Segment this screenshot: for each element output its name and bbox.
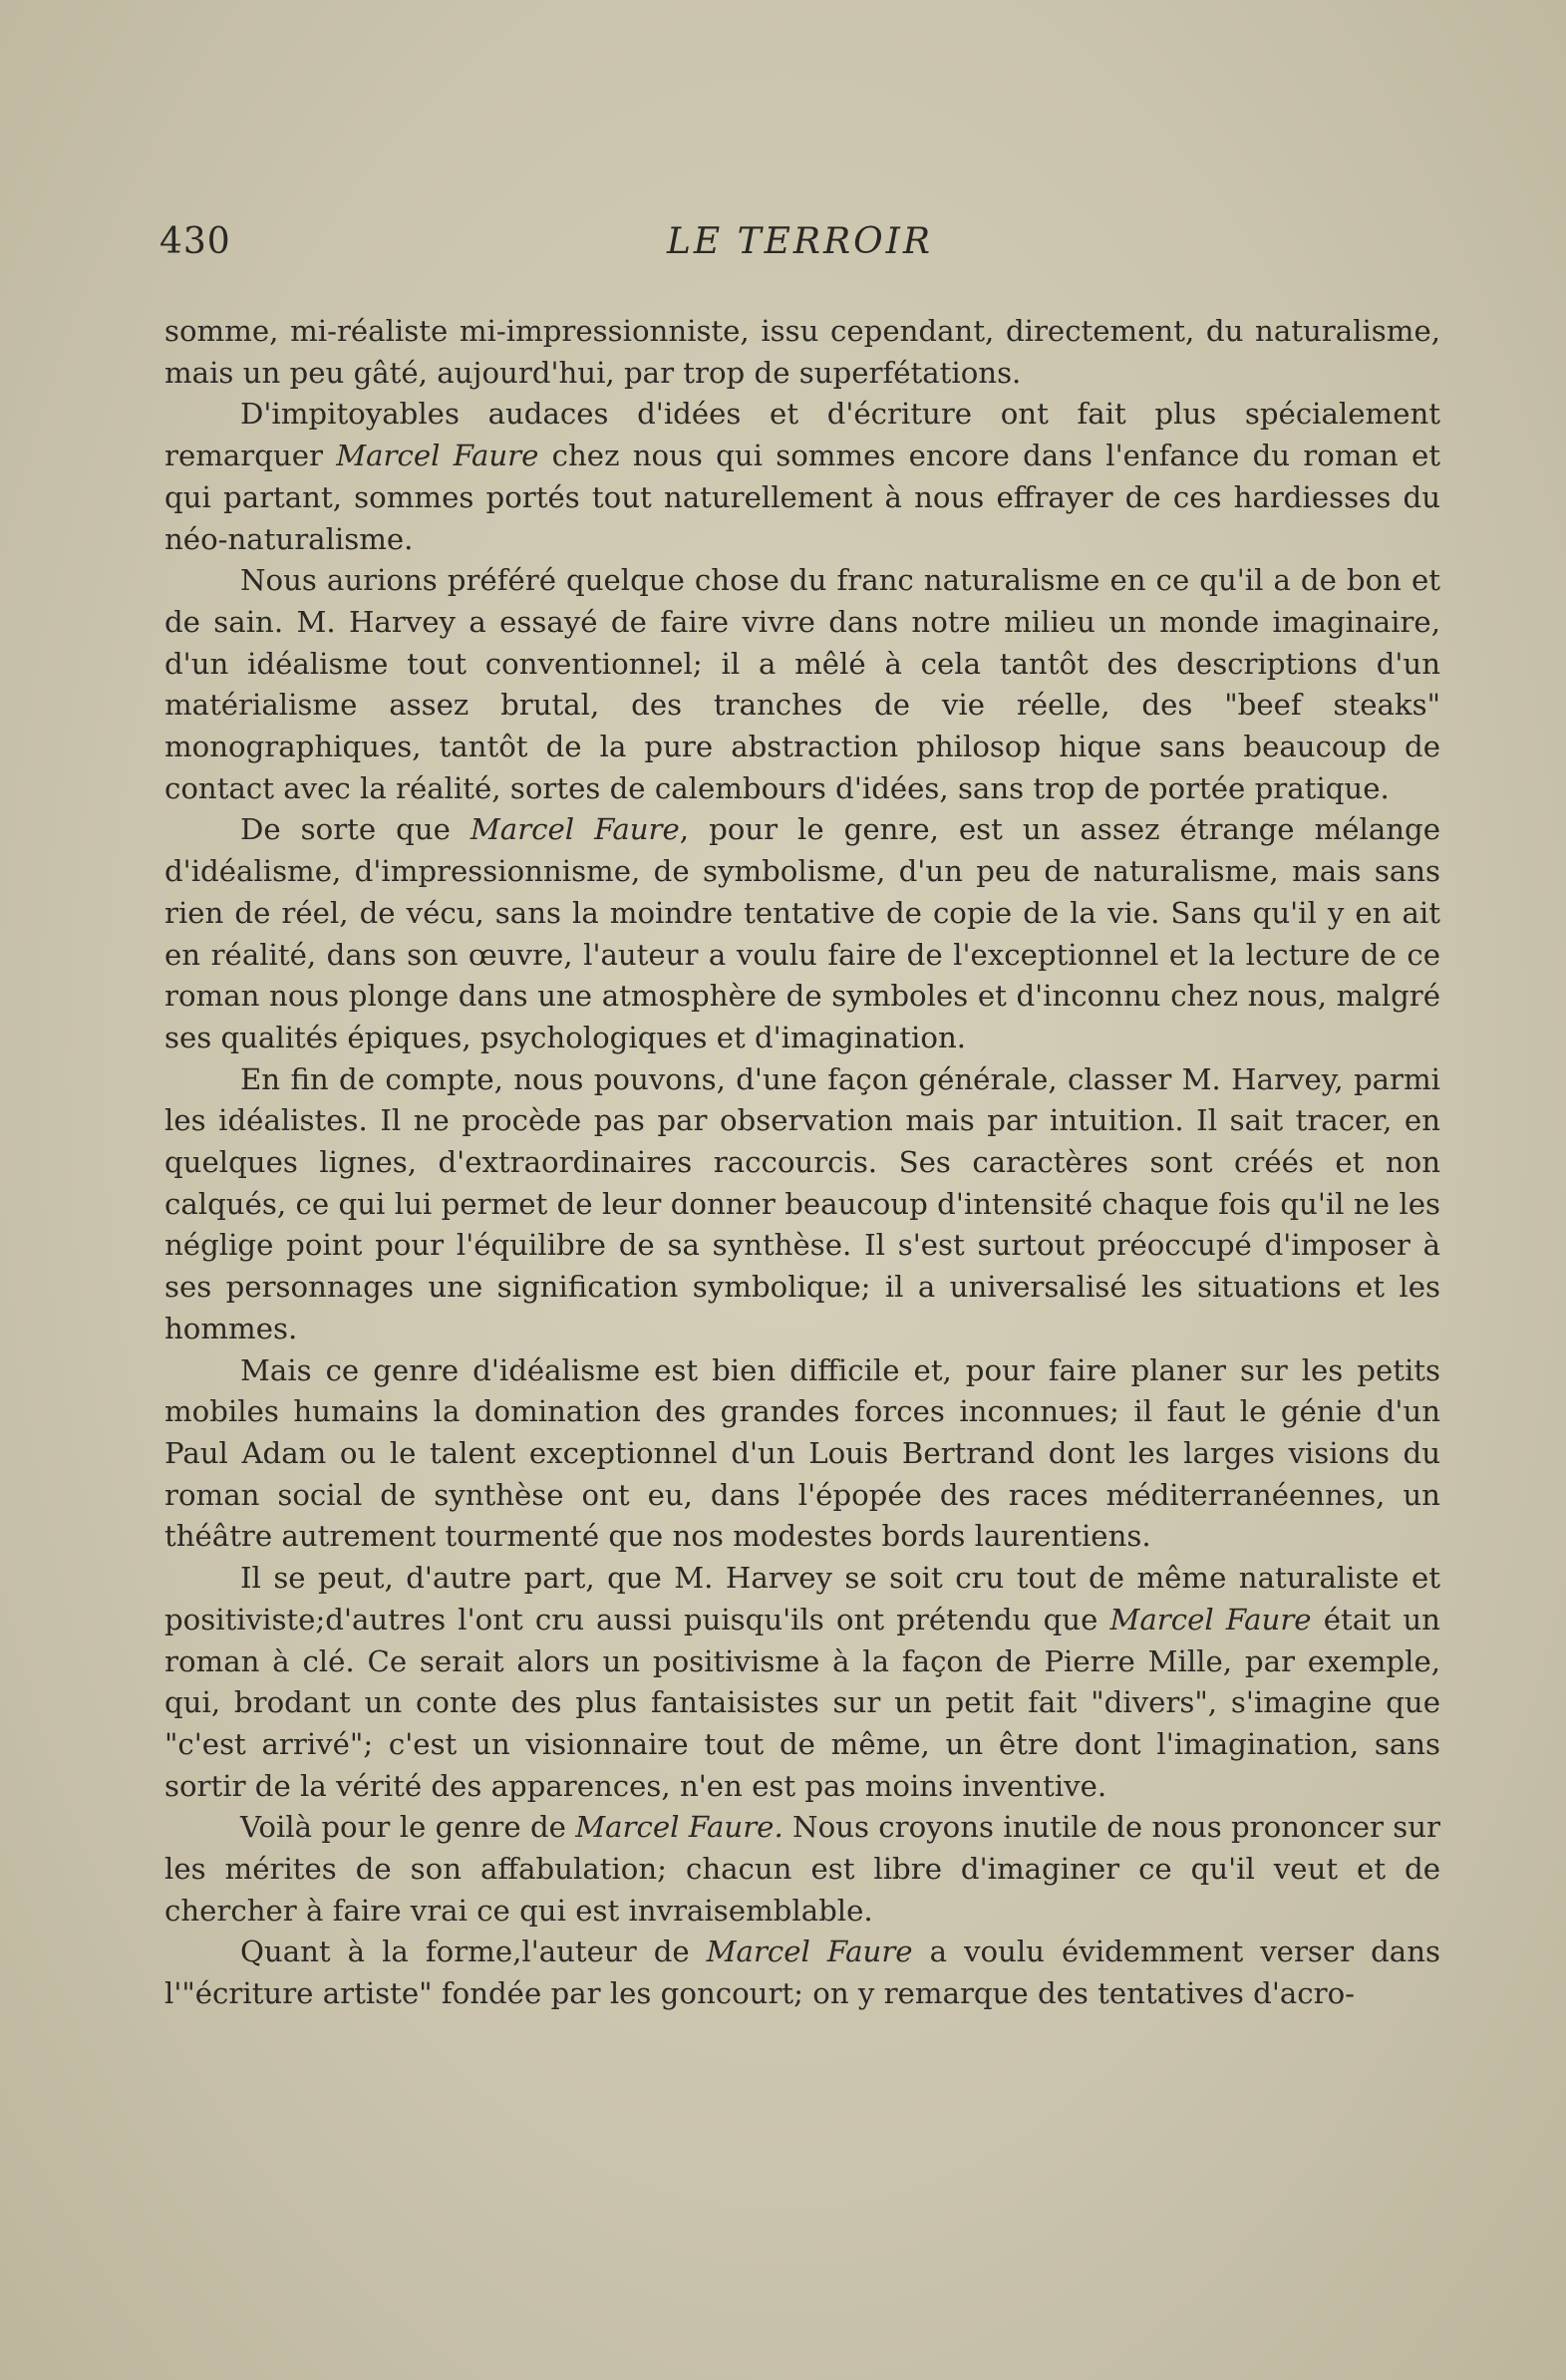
paragraph-text: Mais ce genre d'idéalisme est bien difficile et, pour faire planer sur les petits mobiles humains la domination des grandes forces inconnues; il faut le génie d'un Paul Adam ou le talent exceptionnel d'un Louis Bertrand dont les larges visions du roman social de synthèse ont eu, dans l'épopée des races méditerranéennes, un théâtre autrement tourmenté que nos modestes bords laurentiens. [164, 1352, 1440, 1554]
paragraph-text: Nous aurions préféré quelque chose du franc naturalisme en ce qu'il a de bon et de sain. M. Harvey a essayé de faire vivre dans notre milieu un monde imaginaire, d'un idéalisme tout conventionnel; il a mêlé à cela tantôt des descriptions d'un matérialisme assez brutal, des tranches de vie réelle, des "beef steaks" monographiques, tantôt de la pure abstraction philosop hique sans beaucoup de contact avec la réalité, sortes de calembours d'idées, sans trop de portée pratique. [164, 563, 1440, 805]
paragraph-text: Voilà pour le genre de [240, 1810, 576, 1845]
paragraph-text: chez nous qui sommes encore dans l'enfance du roman et qui partant, sommes portés tout naturellement à nous effrayer de ces hardiesses du néo-naturalisme. [164, 439, 1440, 556]
paragraph [164, 311, 1440, 394]
paragraph-text: De sorte que [240, 812, 470, 847]
running-title: LE TERROIR [667, 221, 933, 262]
paragraph [164, 809, 1440, 1058]
paragraph-text: Quant à la forme,l'auteur de [240, 1934, 707, 1969]
paragraph [164, 394, 1440, 560]
page-number: 430 [159, 221, 231, 262]
paragraph [164, 1807, 1440, 1932]
paragraph-text: Nous croyons inutile de nous prononcer sur les mérites de son affabulation; chacun est libre d'imaginer ce qu'il veut et de chercher à faire vrai ce qui est invraisemblable. [164, 1810, 1440, 1928]
paragraph-text: Il se peut, d'autre part, que M. Harvey se soit cru tout de même naturaliste et positiviste;d'autres l'ont cru aussi puisqu'ils ont prétendu que [164, 1561, 1440, 1636]
body-text [164, 311, 1440, 2015]
paragraph [164, 1558, 1440, 1807]
paragraph-text: D'impitoyables audaces d'idées et d'écriture ont fait plus spécialement remarquer [164, 397, 1440, 473]
paragraph [164, 1059, 1440, 1350]
paragraph-text: , pour le genre, est un assez étrange mélange d'idéalisme, d'impressionnisme, de symbolisme, d'un peu de naturalisme, mais sans rien de réel, de vécu, sans la moindre tentative de copie de la vie. Sans qu'il y en ait en réalité, dans son œuvre, l'auteur a voulu faire de l'exceptionnel et la lecture de ce roman nous plonge dans une atmosphère de symboles et d'inconnu chez nous, malgré ses qualités épiques, psychologiques et d'imagination. [164, 812, 1440, 1054]
book-title-italic: Marcel Faure [706, 1934, 913, 1969]
paragraph-text: En fin de compte, nous pouvons, d'une façon générale, classer M. Harvey, parmi les idéalistes. Il ne procède pas par observation mais par intuition. Il sait tracer, en quelques lignes, d'extraordinaires raccourcis. Ses caractères sont créés et non calqués, ce qui lui permet de leur donner beaucoup d'intensité chaque fois qu'il ne les néglige point pour l'équilibre de sa synthèse. Il s'est surtout préoccupé d'imposer à ses personnages une signification symbolique; il a universalisé les situations et les hommes. [164, 1061, 1440, 1345]
book-title-italic: Marcel Faure [1109, 1602, 1312, 1636]
paragraph [164, 560, 1440, 809]
paragraph-text: somme, mi-réaliste mi-impressionniste, issu cependant, directement, du naturalisme, mais un peu gâté, aujourd'hui, par trop de superfétations. [164, 314, 1440, 390]
page-header [159, 221, 1440, 281]
paragraph [164, 1932, 1440, 2014]
book-title-italic: Marcel Faure. [575, 1810, 783, 1845]
paragraph [164, 1350, 1440, 1559]
paragraph-text: a voulu évidemment verser dans l'"écriture artiste" fondée par les goncourt; on y remarque des tentatives d'acro- [164, 1934, 1440, 2011]
book-title-italic: Marcel Faure [470, 812, 680, 847]
paragraph-text: était un roman à clé. Ce serait alors un positivisme à la façon de Pierre Mille, par exemple, qui, brodant un conte des plus fantaisistes sur un petit fait "divers", s'imagine que "c'est arrivé"; c'est un visionnaire tout de même, un être dont l'imagination, sans sortir de la vérité des apparences, n'en est pas moins inventive. [164, 1602, 1440, 1803]
book-title-italic: Marcel Faure [336, 439, 539, 473]
